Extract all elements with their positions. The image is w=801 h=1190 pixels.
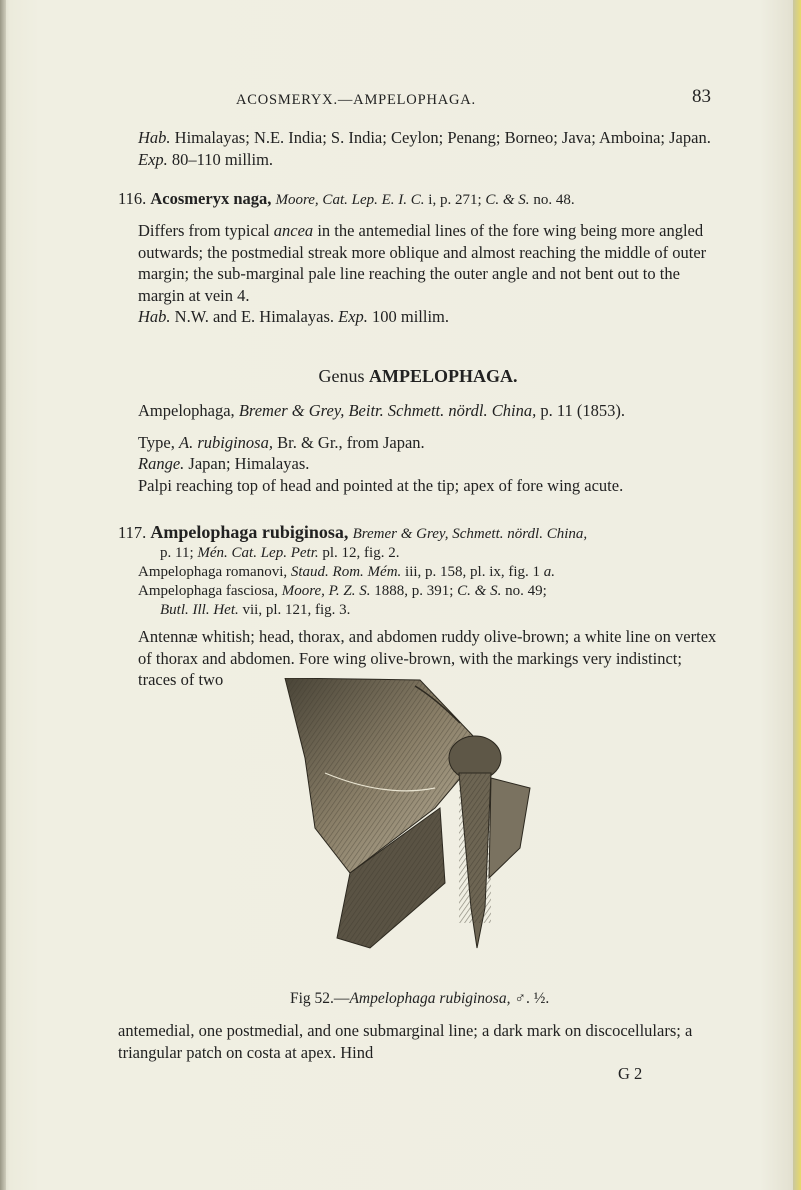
- moth-illustration: [245, 678, 565, 970]
- species-116: 116. Acosmeryx naga, Moore, Cat. Lep. E. I. C. i, p. 271; C. & S. no. 48. Differs from typical ancea in the antemedial lines of the fore wing being more angled outwards; the postmedial streak more oblique and almost reaching the middle of outer margin; the sub-marginal pale line reaching the outer angle and not bent out to the margin at vein 4. Hab. N.W. and E. Himalayas. Exp. 100 millim.: [118, 189, 707, 326]
- page-number: 83: [692, 86, 711, 107]
- genus-heading: Genus AMPELOPHAGA.: [318, 366, 518, 386]
- species-117: 117. Ampelophaga rubiginosa, Bremer & Grey, Schmett. nördl. China, p. 11; Mén. Cat. Lep. Petr. pl. 12, fig. 2. Ampelophaga romanovi, Staud. Rom. Mém. iii, p. 158, pl. ix, fig. 1 a. Ampelophaga fasciosa, Moore, P. Z. S. 1888, p. 391; C. & S. no. 49; Butl. Ill. Het. vii, pl. 121, fig. 3. Antennæ whitish; head, thorax, and abdomen ruddy olive-brown; a white line on vertex of thorax and abdomen. Fore wing olive-brown, with the markings very indistinct; traces of two: [118, 522, 717, 689]
- signature-mark: G 2: [618, 1064, 643, 1083]
- running-title: ACOSMERYX.—AMPELOPHAGA.: [236, 92, 476, 108]
- species-117-continued: antemedial, one postmedial, and one submarginal line; a dark mark on discocellulars; a triangular patch on costa at apex. Hind G 2: [118, 1020, 718, 1085]
- hab-paragraph: Hab. Himalayas; N.E. India; S. India; Ceylon; Penang; Borneo; Java; Amboina; Japan. Exp. 80–110 millim.: [138, 128, 711, 169]
- figure-caption: Fig 52.—Ampelophaga rubiginosa, ♂. ½.: [290, 990, 550, 1007]
- page-edge: [793, 0, 801, 1190]
- genus-description: Ampelophaga, Bremer & Grey, Beitr. Schmett. nördl. China, p. 11 (1853). Type, A. rubiginosa, Br. & Gr., from Japan. Range. Japan; Himalayas. Palpi reaching top of head and pointed at the tip; apex of fore wing acute.: [138, 401, 625, 495]
- book-spine-shadow: [0, 0, 6, 1190]
